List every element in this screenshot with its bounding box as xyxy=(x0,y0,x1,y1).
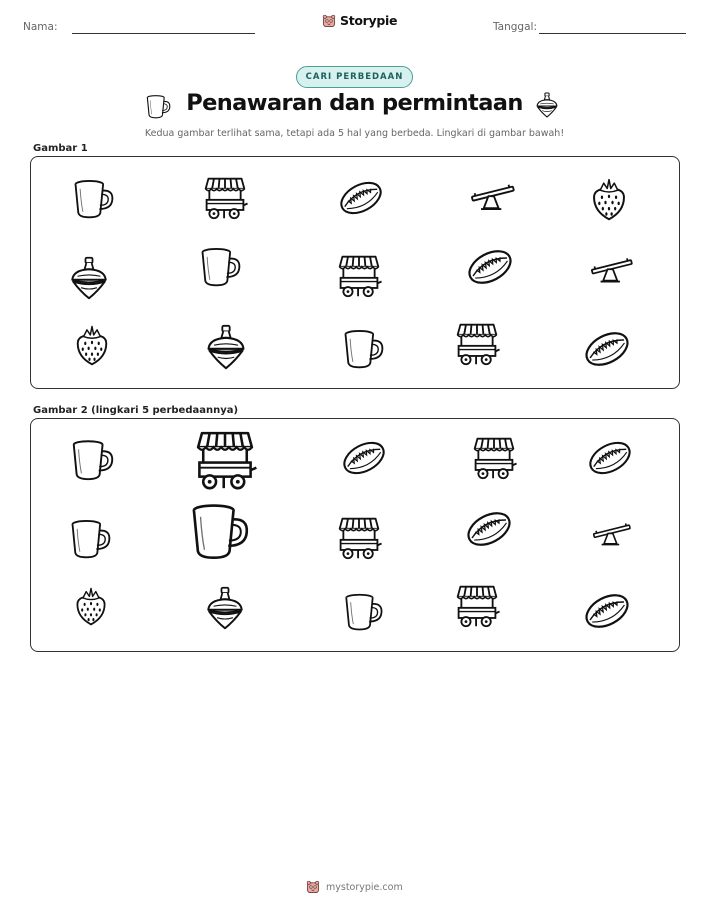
activity-badge: CARI PERBEDAAN xyxy=(296,66,413,88)
picture-2-label: Gambar 2 (lingkari 5 perbedaannya) xyxy=(33,405,239,416)
market-stall-icon[interactable] xyxy=(193,427,257,493)
football-icon[interactable] xyxy=(465,505,513,553)
spinning-top-icon xyxy=(67,253,111,303)
footer xyxy=(306,880,403,894)
name-field[interactable] xyxy=(72,33,255,34)
spinning-top-icon xyxy=(534,90,560,120)
picture-1-panel xyxy=(30,156,680,389)
cup-icon xyxy=(69,175,117,221)
cup-icon[interactable] xyxy=(67,435,117,483)
cup-icon[interactable] xyxy=(339,589,387,633)
market-stall-icon[interactable] xyxy=(335,515,383,561)
cup-icon[interactable] xyxy=(65,515,115,561)
market-stall-icon xyxy=(335,253,383,299)
seesaw-icon xyxy=(585,249,639,293)
name-label: Nama: xyxy=(23,21,58,33)
picture-2-panel[interactable] xyxy=(30,418,680,652)
seesaw-icon[interactable] xyxy=(587,515,637,555)
football-icon xyxy=(337,175,385,221)
storypie-mascot-icon xyxy=(322,14,336,28)
spinning-top-icon[interactable] xyxy=(203,583,247,633)
website-link[interactable]: mystorypie.com xyxy=(326,881,403,893)
cup-icon[interactable] xyxy=(183,497,255,563)
market-stall-icon[interactable] xyxy=(471,435,517,481)
cup-icon xyxy=(195,243,245,289)
strawberry-icon xyxy=(71,321,113,369)
date-field[interactable] xyxy=(539,33,686,34)
storypie-mascot-icon xyxy=(306,880,320,894)
brand-name: Storypie xyxy=(340,13,398,28)
cup-icon xyxy=(339,325,387,371)
strawberry-icon[interactable] xyxy=(71,583,111,629)
instruction-text: Kedua gambar terlihat sama, tetapi ada 5 hal yang berbeda. Lingkari di gambar bawah! xyxy=(144,128,565,139)
date-label: Tanggal: xyxy=(493,21,537,33)
market-stall-icon xyxy=(201,175,249,221)
page-title: Penawaran dan permintaan xyxy=(186,90,523,116)
storypie-logo xyxy=(322,13,397,28)
football-icon[interactable] xyxy=(341,435,387,481)
market-stall-icon[interactable] xyxy=(453,583,501,629)
market-stall-icon xyxy=(453,321,501,367)
spinning-top-icon xyxy=(203,321,249,373)
football-icon[interactable] xyxy=(587,435,633,481)
seesaw-icon xyxy=(467,175,519,221)
strawberry-icon xyxy=(587,175,631,223)
football-icon[interactable] xyxy=(583,587,631,635)
football-icon xyxy=(583,325,631,373)
football-icon xyxy=(465,243,515,291)
picture-1-label: Gambar 1 xyxy=(33,143,88,154)
